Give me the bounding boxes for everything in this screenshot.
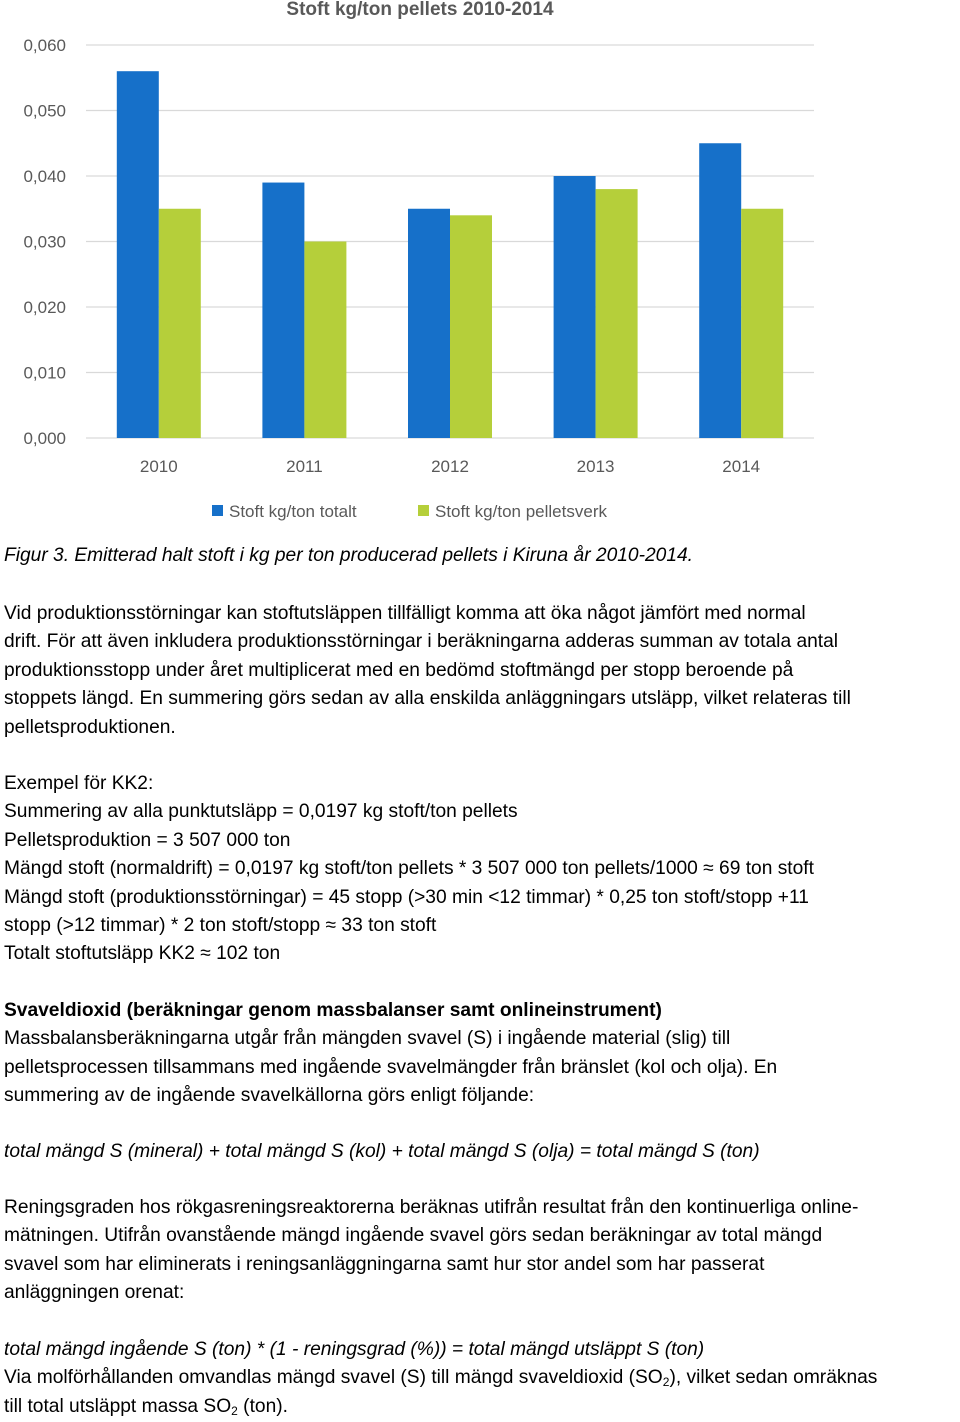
text-line: Massbalansberäkningarna utgår från mängden svavel (S) i ingående material (slig) till bbox=[4, 1028, 731, 1050]
x-tick-label: 2010 bbox=[139, 457, 178, 476]
example-line: stopp (>12 timmar) * 2 ton stoft/stopp ≈ 33 ton stoft bbox=[4, 915, 437, 937]
y-tick-label: 0,010 bbox=[23, 363, 66, 383]
y-tick-label: 0,020 bbox=[23, 298, 66, 317]
y-tick-label: 0,050 bbox=[23, 101, 66, 121]
text-line: drift. För att även inkludera produktionsstörningar i beräkningarna adderas summan av totala antal bbox=[4, 631, 839, 653]
bar-pelletsverk-2011 bbox=[304, 242, 346, 439]
figure-caption: Figur 3. Emitterad halt stoft i kg per ton producerad pellets i Kiruna år 2010-2014. bbox=[4, 545, 693, 566]
text-segment: till total utsläppt massa SO bbox=[4, 1395, 232, 1417]
legend-swatch bbox=[212, 505, 223, 516]
paragraph-cleaning-degree bbox=[4, 1194, 959, 1308]
x-tick-label: 2013 bbox=[576, 457, 615, 476]
text-line: produktionsstopp under året multiplicerat med en bedömd stoftmängd per stopp beroende på bbox=[4, 659, 794, 681]
bar-total-2011 bbox=[262, 183, 304, 438]
formula-line: total mängd ingående S (ton) * (1 - reningsgrad (%)) = total mängd utsläppt S (ton) bbox=[4, 1339, 705, 1360]
chart-title: Stoft kg/ton pellets 2010-2014 bbox=[286, 0, 554, 20]
text-line bbox=[4, 1364, 959, 1392]
text-line: mätningen. Utifrån ovanstående mängd ingående svavel görs sedan beräkningar av total mängd bbox=[4, 1225, 823, 1247]
paragraph-production-disturbances bbox=[4, 600, 959, 742]
section-heading: Svaveldioxid (beräkningar genom massbalanser samt onlineinstrument) bbox=[4, 1000, 662, 1021]
y-tick-label: 0,030 bbox=[23, 232, 66, 252]
x-tick-label: 2011 bbox=[286, 457, 323, 476]
text-line: anläggningen orenat: bbox=[4, 1282, 185, 1304]
text-segment: (ton). bbox=[237, 1395, 288, 1417]
text-line: Vid produktionsstörningar kan stoftutsläppen tillfälligt komma att öka något jämfört med normal bbox=[4, 603, 806, 624]
subscript: 2 bbox=[662, 1375, 670, 1390]
subscript: 2 bbox=[231, 1403, 238, 1418]
x-axis-tick-labels bbox=[140, 457, 760, 476]
bar-total-2010 bbox=[117, 71, 159, 438]
example-line: Mängd stoft (produktionsstörningar) = 45 stopp (>30 min <12 timmar) * 0,25 ton stoft/stopp +11 bbox=[4, 886, 809, 908]
example-line: Mängd stoft (normaldrift) = 0,0197 kg stoft/ton pellets * 3 507 000 ton pellets/1000 ≈ 69 ton stoft bbox=[4, 858, 814, 880]
y-axis-tick-labels bbox=[23, 36, 66, 448]
example-kk2 bbox=[4, 770, 959, 969]
text-line: Reningsgraden hos rökgasreningsreaktorerna beräknas utifrån resultat från den kontinuerliga online- bbox=[4, 1197, 859, 1218]
example-line: Totalt stoftutsläpp KK2 ≈ 102 ton bbox=[4, 943, 281, 965]
text-line: stoppets längd. En summering görs sedan av alla enskilda anläggningars utsläpp, vilket relateras till bbox=[4, 688, 851, 710]
bar-pelletsverk-2013 bbox=[596, 189, 638, 438]
example-line: Summering av alla punktutsläpp = 0,0197 kg stoft/ton pellets bbox=[4, 801, 518, 823]
bar-pelletsverk-2012 bbox=[450, 215, 492, 438]
bar-total-2012 bbox=[408, 209, 450, 438]
text-line: summering av de ingående svavelkällorna görs enligt följande: bbox=[4, 1085, 535, 1107]
y-tick-label: 0,000 bbox=[23, 429, 66, 448]
bar-pelletsverk-2010 bbox=[159, 209, 201, 438]
example-heading: Exempel för KK2: bbox=[4, 773, 154, 794]
bars bbox=[117, 71, 783, 438]
legend-label: Stoft kg/ton pelletsverk bbox=[435, 502, 607, 521]
text-segment: ), vilket sedan omräknas bbox=[669, 1367, 878, 1389]
text-line bbox=[4, 1393, 959, 1421]
example-line: Pelletsproduktion = 3 507 000 ton bbox=[4, 829, 291, 851]
bar-total-2013 bbox=[554, 176, 596, 438]
text-line: pelletsproduktionen. bbox=[4, 716, 176, 738]
formula-and-conversion bbox=[4, 1336, 959, 1421]
x-tick-label: 2014 bbox=[722, 457, 761, 476]
formula-line: total mängd S (mineral) + total mängd S (kol) + total mängd S (olja) = total mängd S (ton) bbox=[4, 1141, 760, 1162]
legend-swatch bbox=[418, 505, 429, 516]
x-tick-label: 2012 bbox=[431, 457, 469, 476]
sulfur-dioxide-section bbox=[4, 997, 959, 1111]
text-line: svavel som har eliminerats i reningsanläggningarna samt hur stor andel som har passerat bbox=[4, 1253, 765, 1275]
text-line: pelletsprocessen tillsammans med ingående svavelmängder från bränslet (kol och olja). En bbox=[4, 1056, 778, 1078]
bar-total-2014 bbox=[699, 143, 741, 438]
bar-chart bbox=[0, 0, 960, 535]
legend-label: Stoft kg/ton totalt bbox=[229, 502, 357, 521]
y-tick-label: 0,060 bbox=[23, 36, 66, 55]
formula-total-sulfur bbox=[4, 1138, 959, 1166]
y-tick-label: 0,040 bbox=[23, 167, 66, 186]
text-segment: Via molförhållanden omvandlas mängd svavel (S) till mängd svaveldioxid (SO bbox=[4, 1367, 663, 1389]
bar-pelletsverk-2014 bbox=[741, 209, 783, 438]
legend bbox=[212, 502, 607, 521]
